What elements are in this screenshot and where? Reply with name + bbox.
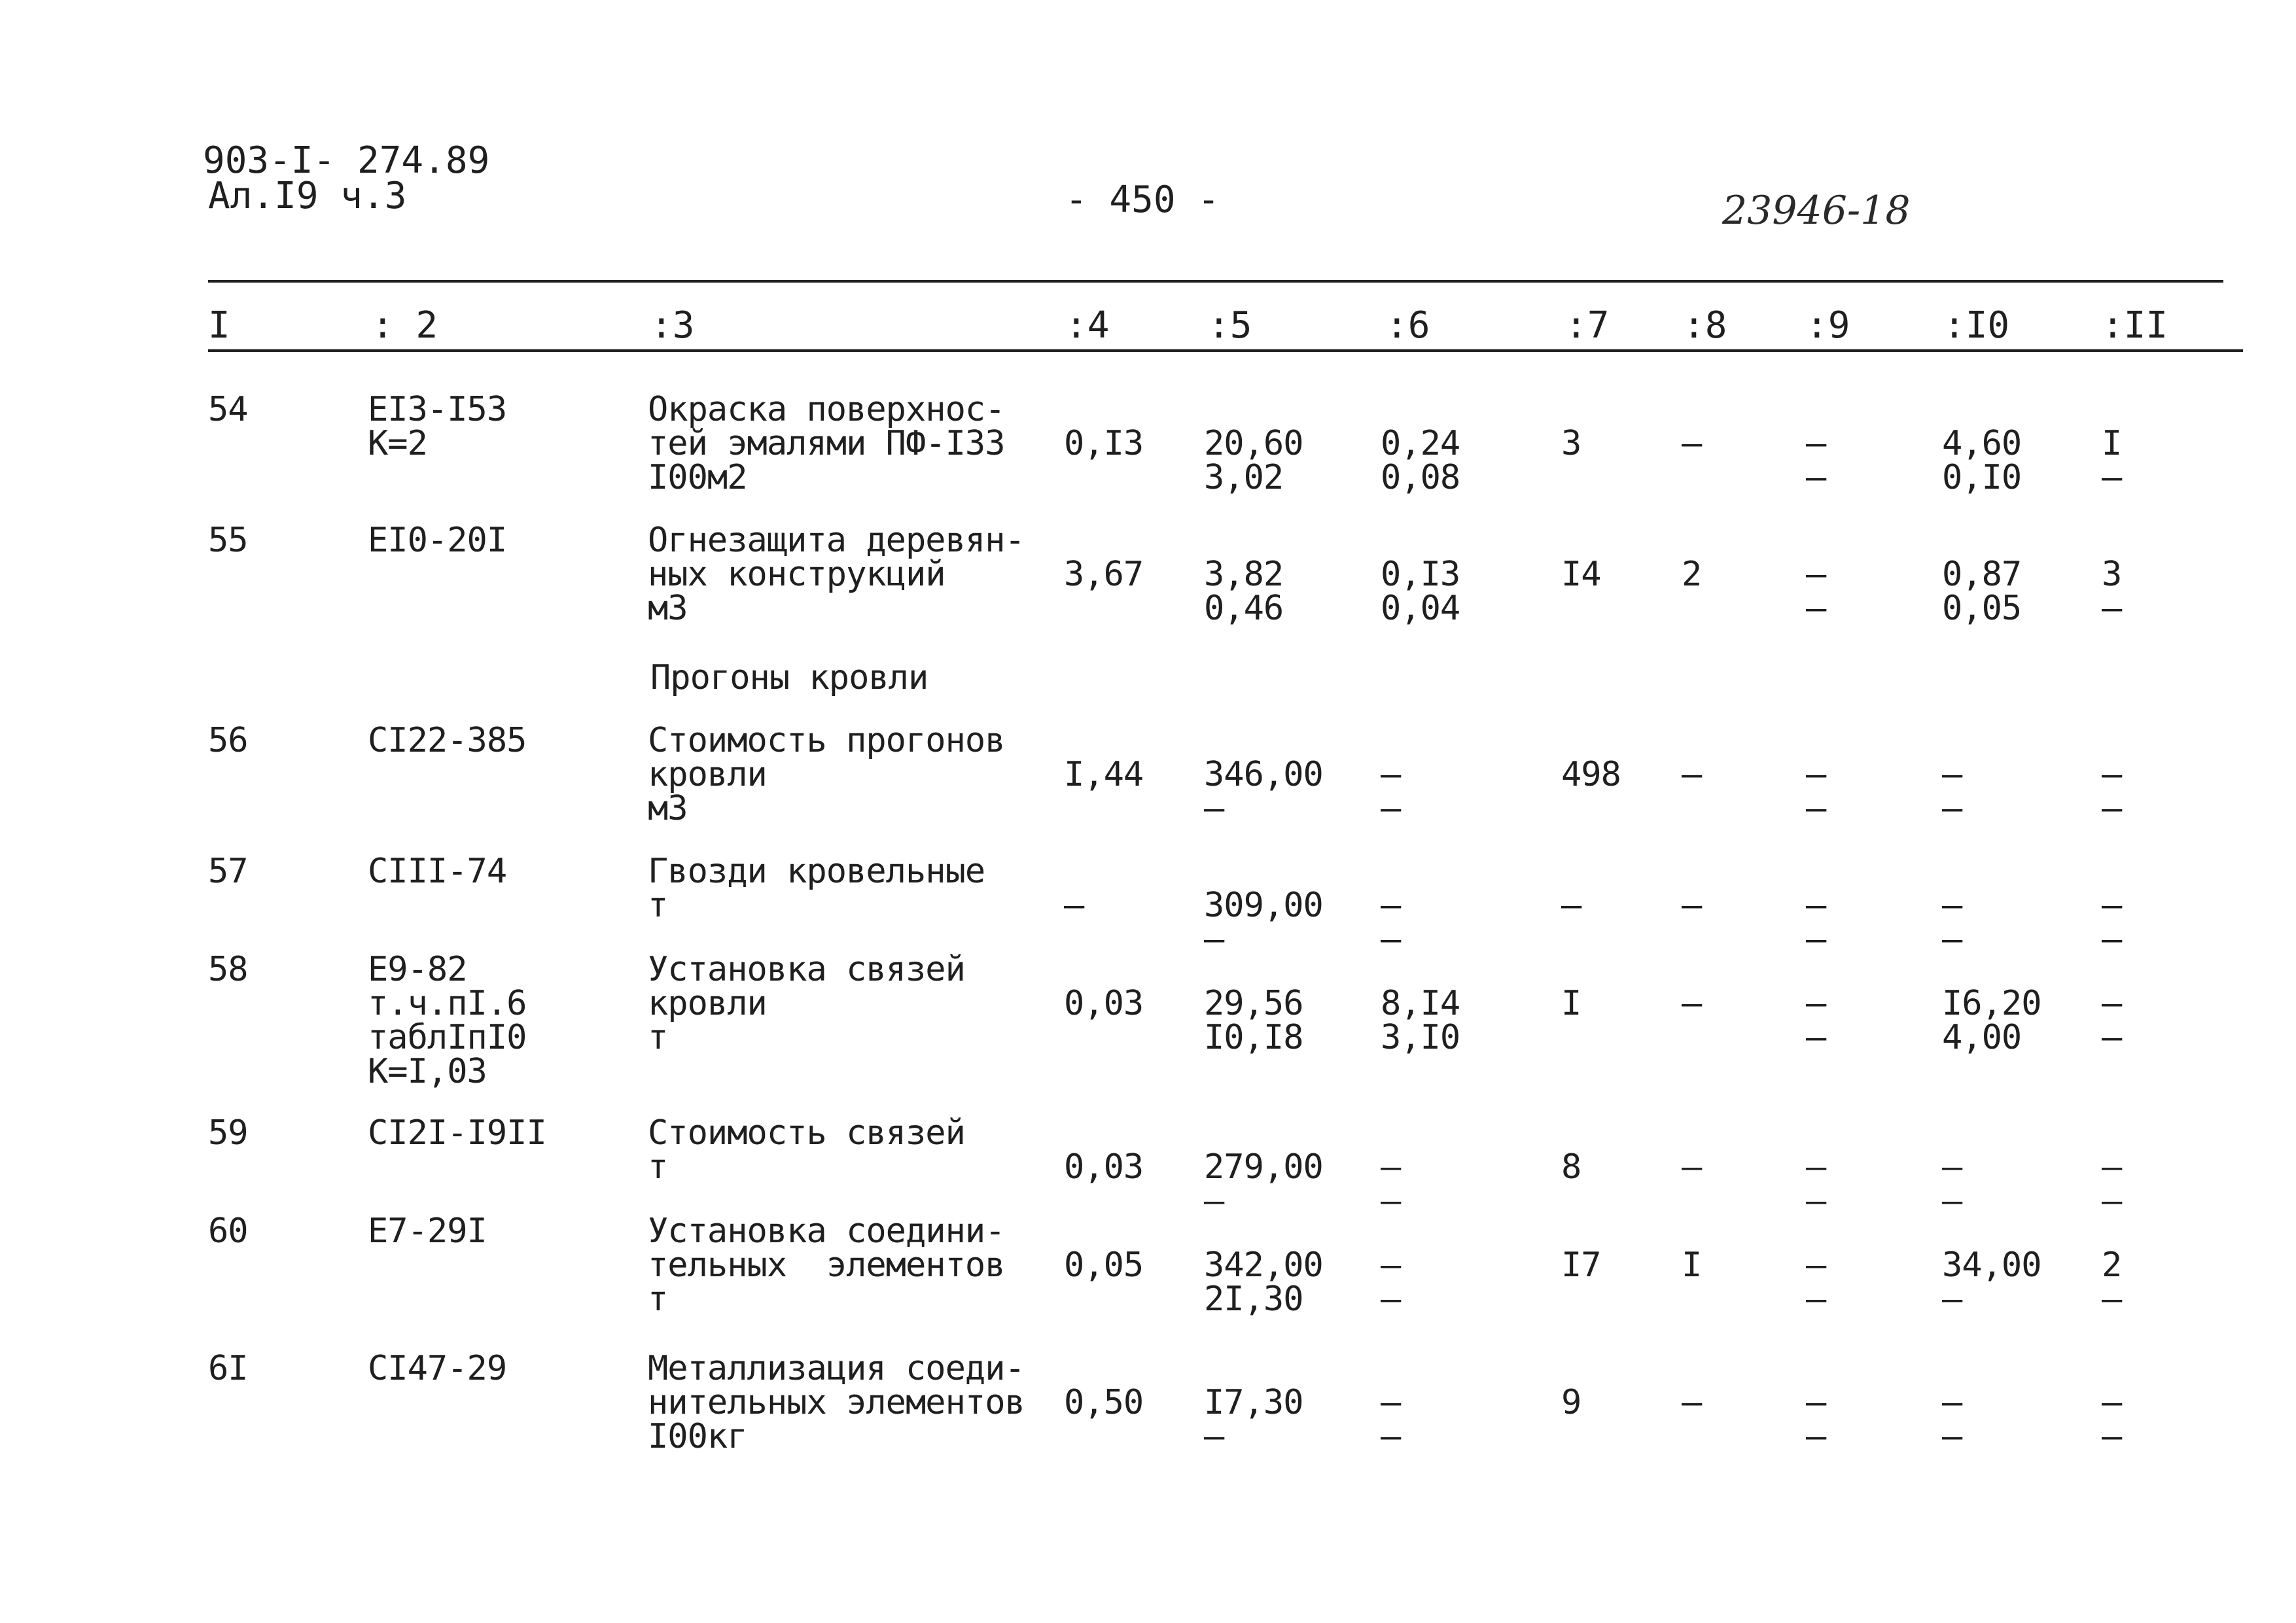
c10-value: –	[1942, 1417, 1962, 1456]
row-number: 60	[208, 1212, 248, 1251]
c11-value: 2	[2102, 1246, 2122, 1285]
c5-value: –	[1204, 1181, 1224, 1221]
c10-value: –	[1942, 755, 1962, 794]
code-line: CI47-29	[368, 1349, 507, 1388]
c10-value: –	[1942, 1181, 1962, 1221]
c10-value: I6,20	[1942, 984, 2041, 1023]
col4-value: 3,67	[1064, 555, 1144, 594]
row-number: 55	[208, 521, 248, 560]
description-line: т	[648, 886, 668, 925]
col8-value: –	[1682, 424, 1702, 463]
c11-value: –	[2102, 755, 2122, 794]
row-number: 6I	[208, 1349, 248, 1388]
c10-value: –	[1942, 920, 1962, 959]
c9-value: –	[1806, 1181, 1826, 1221]
c11-value: 3	[2102, 555, 2122, 594]
col-header-2: : 2	[372, 304, 438, 347]
code-line: CI22-385	[368, 721, 527, 760]
c11-value: –	[2102, 589, 2122, 628]
col8-value: –	[1682, 1147, 1702, 1187]
c5-value: 346,00	[1204, 755, 1323, 794]
col-header-11: :II	[2102, 304, 2168, 347]
code-line: E7-29I	[368, 1212, 487, 1251]
c6-value: –	[1381, 920, 1401, 959]
c5-value: 0,46	[1204, 589, 1284, 628]
c6-value: –	[1381, 1280, 1401, 1319]
description-line: т	[648, 1147, 668, 1187]
c10-value: 34,00	[1942, 1246, 2041, 1285]
section-label: Прогоны кровли	[650, 658, 928, 697]
c5-value: 3,02	[1204, 458, 1284, 497]
col7-value: –	[1561, 886, 1581, 925]
c6-value: 0,04	[1381, 589, 1460, 628]
col8-value: –	[1682, 886, 1702, 925]
c11-value: –	[2102, 1383, 2122, 1422]
description-line: Гвозди кровельные	[648, 852, 985, 891]
c11-value: –	[2102, 458, 2122, 497]
c11-value: –	[2102, 1417, 2122, 1456]
c9-value: –	[1806, 920, 1826, 959]
c6-value: –	[1381, 1417, 1401, 1456]
c9-value: –	[1806, 755, 1826, 794]
col7-value: I4	[1561, 555, 1601, 594]
c9-value: –	[1806, 984, 1826, 1023]
c9-value: –	[1806, 1417, 1826, 1456]
c6-value: –	[1381, 789, 1401, 828]
c9-value: –	[1806, 458, 1826, 497]
c9-value: –	[1806, 555, 1826, 594]
col8-value: –	[1682, 1383, 1702, 1422]
col-header-5: :5	[1208, 304, 1252, 347]
row-number: 59	[208, 1113, 248, 1153]
c5-value: 3,82	[1204, 555, 1284, 594]
c5-value: 20,60	[1204, 424, 1303, 463]
c5-value: 2I,30	[1204, 1280, 1303, 1319]
c10-value: –	[1942, 789, 1962, 828]
c6-value: –	[1381, 1246, 1401, 1285]
col-header-1: I	[208, 304, 230, 347]
c5-value: –	[1204, 789, 1224, 828]
document-code: 903-I- 274.89	[203, 139, 490, 182]
c9-value: –	[1806, 1246, 1826, 1285]
row-number: 57	[208, 852, 248, 891]
c5-value: 309,00	[1204, 886, 1323, 925]
c9-value: –	[1806, 589, 1826, 628]
c11-value: –	[2102, 984, 2122, 1023]
row-number: 56	[208, 721, 248, 760]
c11-value: I	[2102, 424, 2122, 463]
col7-value: 498	[1561, 755, 1621, 794]
col4-value: 0,03	[1064, 984, 1144, 1023]
code-line: K=2	[368, 424, 427, 463]
c11-value: –	[2102, 1181, 2122, 1221]
description-line: ных конструкций	[648, 555, 945, 594]
description-line: м3	[648, 789, 688, 828]
code-line: EI3-I53	[368, 390, 507, 429]
c11-value: –	[2102, 920, 2122, 959]
c6-value: 8,I4	[1381, 984, 1460, 1023]
c10-value: –	[1942, 1383, 1962, 1422]
c9-value: –	[1806, 1018, 1826, 1057]
c10-value: 4,00	[1942, 1018, 2022, 1057]
description-line: Металлизация соеди-	[648, 1349, 1025, 1388]
code-line: K=I,03	[368, 1052, 487, 1091]
col4-value: 0,50	[1064, 1383, 1144, 1422]
description-line: Стоимость связей	[648, 1113, 965, 1153]
description-line: нительных элементов	[648, 1383, 1025, 1422]
c6-value: –	[1381, 1383, 1401, 1422]
c11-value: –	[2102, 1280, 2122, 1319]
c6-value: –	[1381, 886, 1401, 925]
description-line: Установка связей	[648, 950, 965, 989]
col-header-6: :6	[1386, 304, 1430, 347]
c11-value: –	[2102, 886, 2122, 925]
c11-value: –	[2102, 1018, 2122, 1057]
col8-value: –	[1682, 755, 1702, 794]
description-line: кровли	[648, 755, 767, 794]
description-line: т	[648, 1018, 668, 1057]
code-line: CIII-74	[368, 852, 507, 891]
col-header-7: :7	[1565, 304, 1610, 347]
c6-value: 0,08	[1381, 458, 1460, 497]
c5-value: –	[1204, 1417, 1224, 1456]
c10-value: 0,87	[1942, 555, 2022, 594]
col4-value: 0,03	[1064, 1147, 1144, 1187]
description-line: Окраска поверхнос-	[648, 390, 1005, 429]
col7-value: 8	[1561, 1147, 1581, 1187]
description-line: Установка соедини-	[648, 1212, 1005, 1251]
description-line: I00м2	[648, 458, 747, 497]
description-line: Огнезащита деревян-	[648, 521, 1025, 560]
c5-value: 29,56	[1204, 984, 1303, 1023]
description-line: тей эмалями ПФ-I33	[648, 424, 1005, 463]
c5-value: –	[1204, 920, 1224, 959]
c11-value: –	[2102, 1147, 2122, 1187]
description-line: Стоимость прогонов	[648, 721, 1005, 760]
c11-value: –	[2102, 789, 2122, 828]
code-line: E9-82	[368, 950, 467, 989]
c6-value: 3,I0	[1381, 1018, 1460, 1057]
code-line: т.ч.пI.6	[368, 984, 527, 1023]
page-number: - 450 -	[1065, 179, 1220, 221]
c5-value: I7,30	[1204, 1383, 1303, 1422]
col7-value: 9	[1561, 1383, 1581, 1422]
code-line: EI0-20I	[368, 521, 507, 560]
c9-value: –	[1806, 1147, 1826, 1187]
c5-value: I0,I8	[1204, 1018, 1303, 1057]
col7-value: I	[1561, 984, 1581, 1023]
c10-value: –	[1942, 1280, 1962, 1319]
col8-value: 2	[1682, 555, 1702, 594]
c9-value: –	[1806, 886, 1826, 925]
row-number: 54	[208, 390, 248, 429]
col4-value: I,44	[1064, 755, 1144, 794]
c6-value: 0,I3	[1381, 555, 1460, 594]
description-line: I00кг	[648, 1417, 747, 1456]
c6-value: –	[1381, 755, 1401, 794]
c9-value: –	[1806, 1383, 1826, 1422]
col-header-4: :4	[1065, 304, 1110, 347]
album-reference: Ал.I9 ч.3	[208, 175, 407, 217]
col-header-3: :3	[650, 304, 695, 347]
c5-value: 342,00	[1204, 1246, 1323, 1285]
col4-value: 0,05	[1064, 1246, 1144, 1285]
c6-value: –	[1381, 1147, 1401, 1187]
c5-value: 279,00	[1204, 1147, 1323, 1187]
row-number: 58	[208, 950, 248, 989]
col8-value: I	[1682, 1246, 1702, 1285]
c10-value: 4,60	[1942, 424, 2022, 463]
description-line: тельных элементов	[648, 1246, 1005, 1285]
c10-value: 0,05	[1942, 589, 2022, 628]
description-line: т	[648, 1280, 668, 1319]
code-line: CI2I-I9II	[368, 1113, 546, 1153]
c10-value: –	[1942, 886, 1962, 925]
col7-value: I7	[1561, 1246, 1601, 1285]
col4-value: 0,I3	[1064, 424, 1144, 463]
c10-value: 0,I0	[1942, 458, 2022, 497]
inventory-stamp: 23946-18	[1722, 188, 1911, 234]
col-header-8: :8	[1683, 304, 1727, 347]
col-header-9: :9	[1806, 304, 1850, 347]
c9-value: –	[1806, 1280, 1826, 1319]
c9-value: –	[1806, 424, 1826, 463]
c6-value: 0,24	[1381, 424, 1460, 463]
col-header-10: :I0	[1943, 304, 2010, 347]
c9-value: –	[1806, 789, 1826, 828]
c10-value: –	[1942, 1147, 1962, 1187]
code-line: таблIпI0	[368, 1018, 527, 1057]
c6-value: –	[1381, 1181, 1401, 1221]
description-line: м3	[648, 589, 688, 628]
col7-value: 3	[1561, 424, 1581, 463]
col4-value: –	[1064, 886, 1084, 925]
col8-value: –	[1682, 984, 1702, 1023]
description-line: кровли	[648, 984, 767, 1023]
